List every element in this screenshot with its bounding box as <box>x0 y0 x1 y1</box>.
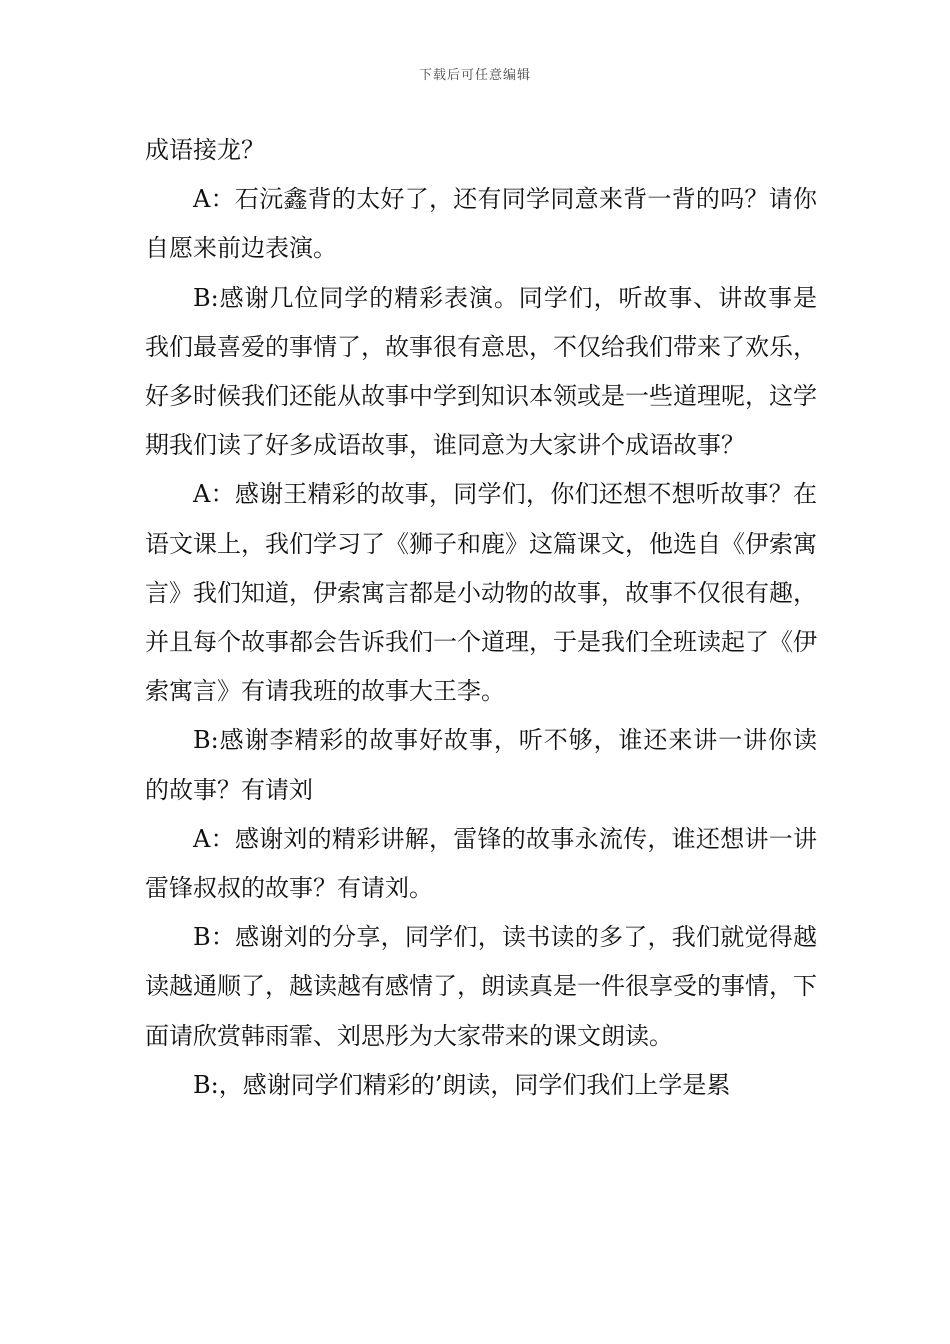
paragraph-6: A：感谢刘的精彩讲解，雷锋的故事永流传，谁还想讲一讲雷锋叔叔的故事？有请刘。 <box>145 824 817 903</box>
paragraph-7: B：感谢刘的分享，同学们，读书读的多了，我们就觉得越读越通顺了，越读越有感情了，朗读真是一件很享受的事情，下面请欣赏韩雨霏、刘思彤为大家带来的课文朗读。 <box>145 923 817 1050</box>
paragraph-5: B:感谢李精彩的故事好故事，听不够，谁还来讲一讲你读的故事？有请刘 <box>145 726 817 804</box>
paragraph-3: B:感谢几位同学的精彩表演。同学们，听故事、讲故事是我们最喜爱的事情了，故事很有意思，不仅给我们带来了欢乐，好多时候我们还能从故事中学到知识本领或是一些道理呢，这学期我们读了好多成语故事，谁同意为大家讲个成语故事？ <box>145 283 817 460</box>
page-header: 下载后可任意编辑 <box>418 68 531 83</box>
paragraph-1: 成语接龙？ <box>145 136 265 164</box>
paragraph-8: B:，感谢同学们精彩的’朗读，同学们我们上学是累 <box>193 1070 731 1099</box>
paragraph-2: A：石沅鑫背的太好了，还有同学同意来背一背的吗？请你自愿来前边表演。 <box>145 185 817 263</box>
document-body <box>145 126 817 1110</box>
paragraph-4: A：感谢王精彩的故事，同学们，你们还想不想听故事？在语文课上，我们学习了《狮子和鹿》这篇课文，他选自《伊索寓言》我们知道，伊索寓言都是小动物的故事，故事不仅很有趣，并且每个故事都会告诉我们一个道理，于是我们全班读起了《伊索寓言》有请我班的故事大王李。 <box>145 480 817 706</box>
